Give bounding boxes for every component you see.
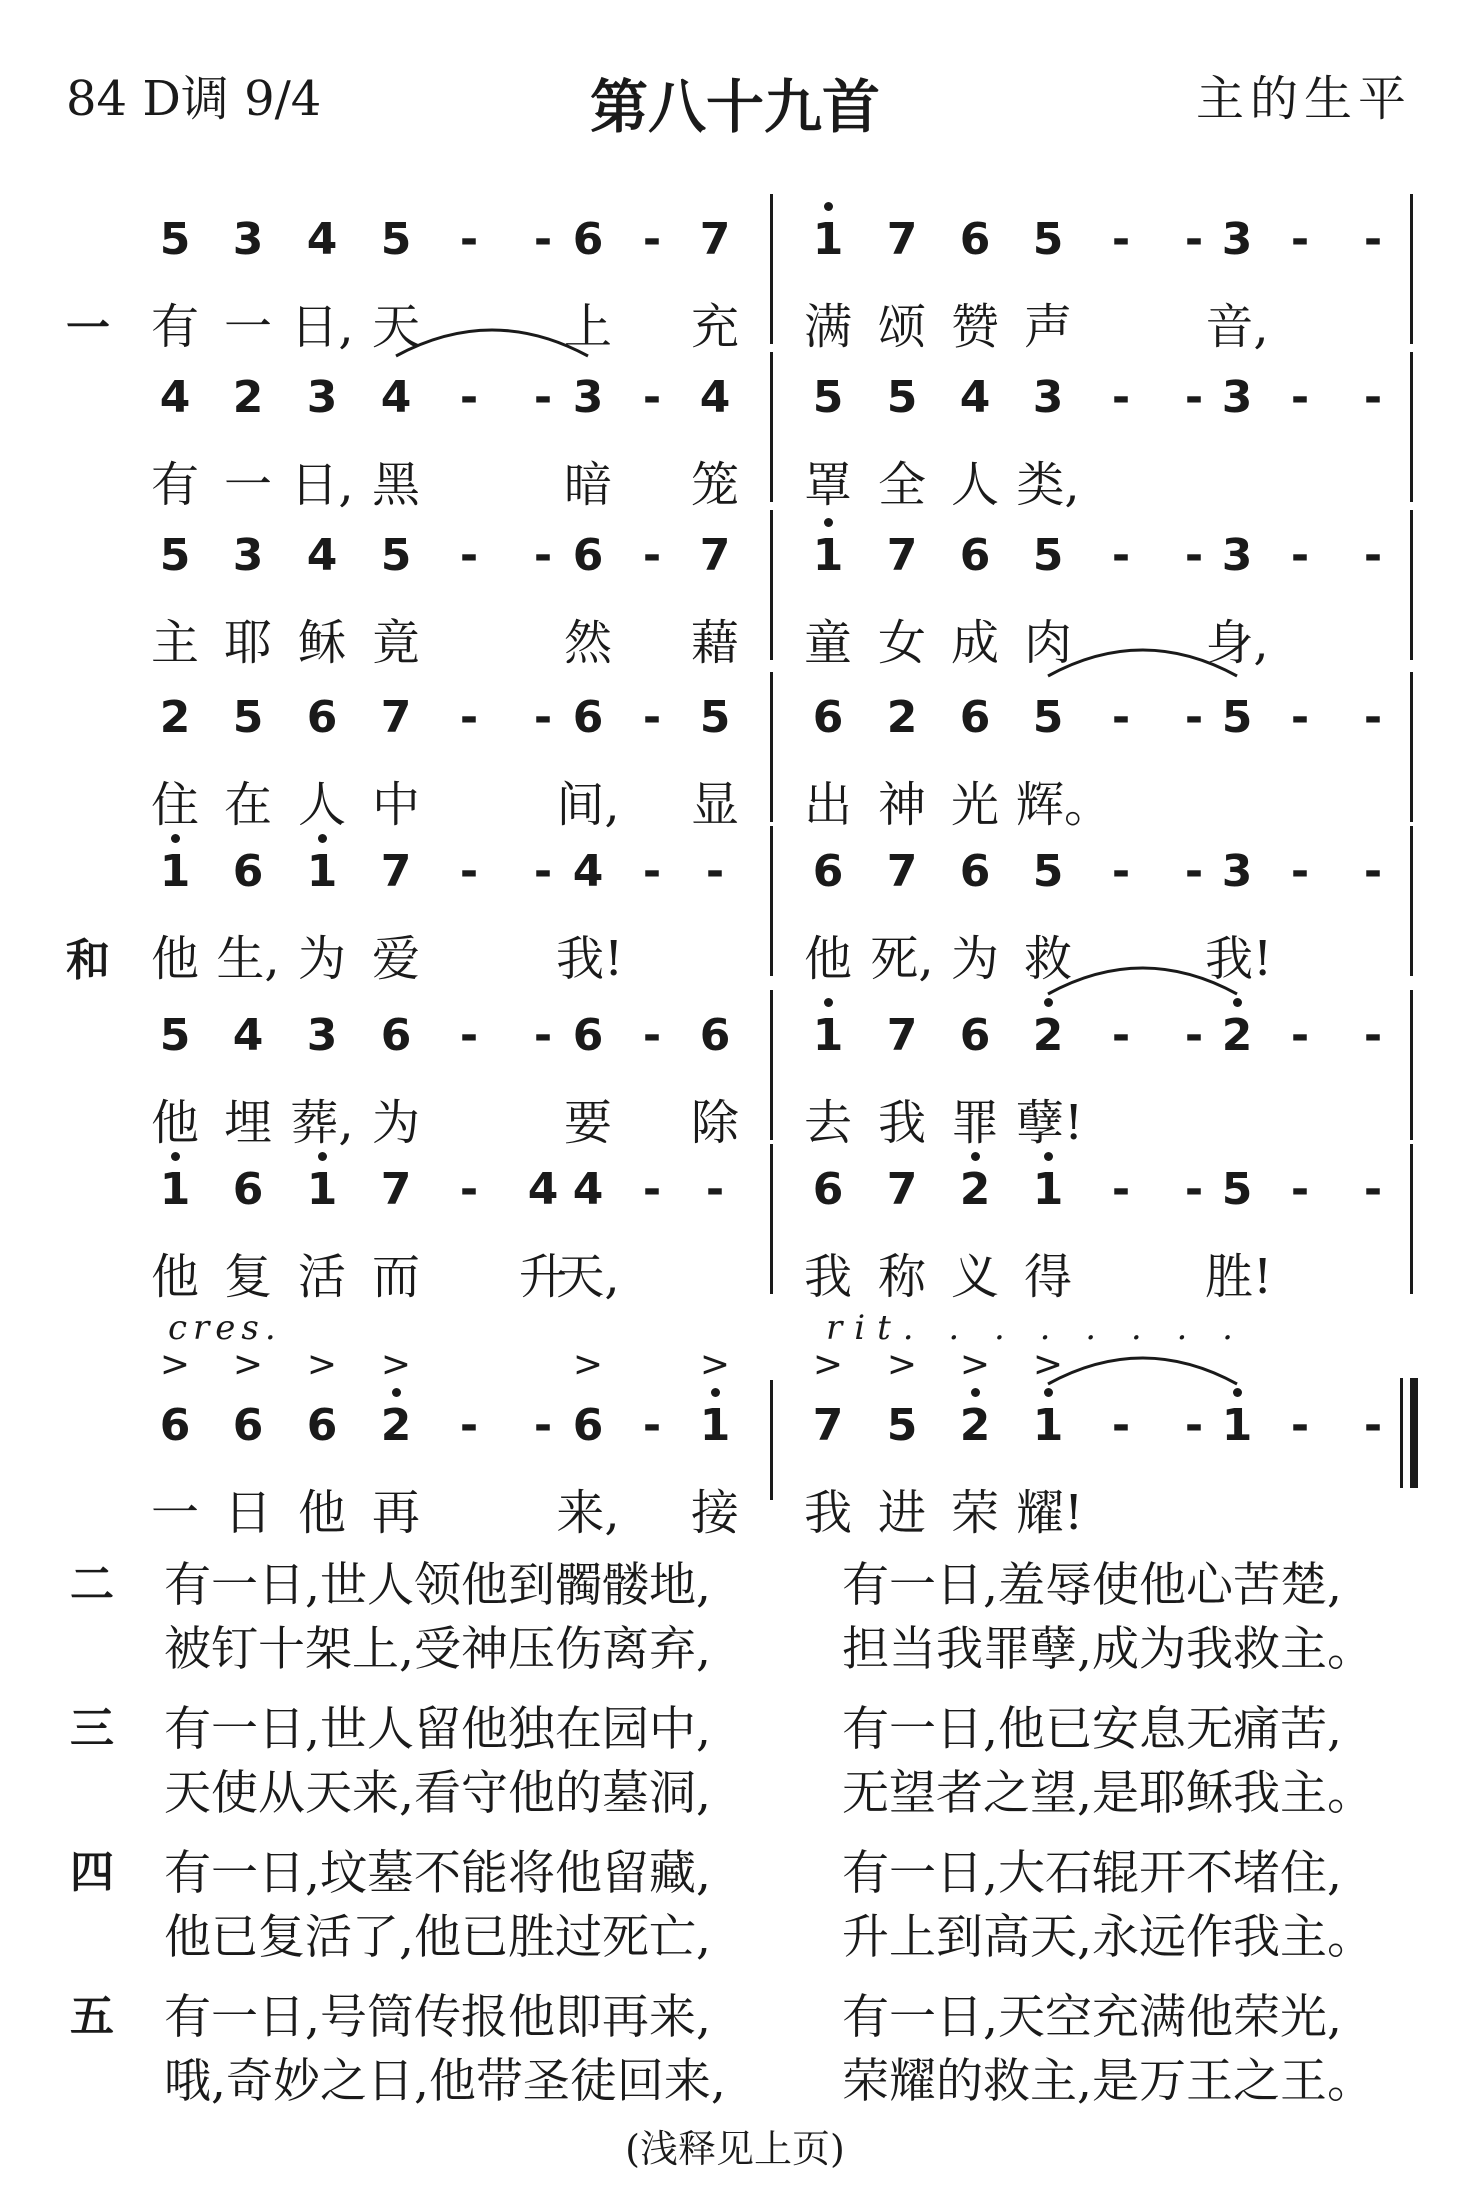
accent-mark: > xyxy=(1032,1344,1064,1385)
lyric-syllable: 孽! xyxy=(1016,1095,1084,1151)
note: 2 xyxy=(159,692,191,743)
accent-mark: > xyxy=(812,1344,844,1385)
lyric-syllable: 接 xyxy=(690,1485,739,1541)
note: - xyxy=(1184,372,1204,423)
note: 3 xyxy=(1221,846,1253,897)
lyric-syllable: 身, xyxy=(1205,615,1269,671)
lyric-syllable: 类, xyxy=(1016,457,1080,513)
lyric-syllable: 他 xyxy=(150,1249,199,1305)
lyric-syllable: 竟 xyxy=(371,615,420,671)
note: - xyxy=(1184,1010,1204,1061)
lyric-syllable: 一 xyxy=(223,457,272,513)
lyric-syllable: 间, xyxy=(556,777,620,833)
note: - xyxy=(642,692,662,743)
lyric-syllable: 中 xyxy=(371,777,420,833)
note: 5 xyxy=(1032,692,1064,743)
note: - xyxy=(533,692,553,743)
accent-mark: > xyxy=(380,1344,412,1385)
lyric-syllable: 活 xyxy=(297,1249,346,1305)
note: 6 xyxy=(572,692,604,743)
note: 1 xyxy=(699,1400,731,1451)
note: 4 xyxy=(306,530,338,581)
lyric-syllable: 爱 xyxy=(371,931,420,987)
note: 4 xyxy=(380,372,412,423)
lyric-syllable: 他 xyxy=(297,1485,346,1541)
lyric-syllable: 天 xyxy=(371,299,420,355)
verse-number: 三 xyxy=(70,1703,114,1754)
lyric-syllable: 黑 xyxy=(371,457,420,513)
lyric-syllable: 要 xyxy=(563,1095,612,1151)
verse-line: 有一日,羞辱使他心苦楚, xyxy=(842,1558,1342,1613)
note: 7 xyxy=(380,692,412,743)
note: - xyxy=(1363,692,1383,743)
note: 6 xyxy=(232,846,264,897)
note: 3 xyxy=(1221,214,1253,265)
lyric-syllable: 除 xyxy=(690,1095,739,1151)
lyric-syllable: 罩 xyxy=(803,457,852,513)
lyric-syllable: 上 xyxy=(563,299,612,355)
lyric-syllable: 显 xyxy=(690,777,739,833)
note: - xyxy=(533,1010,553,1061)
note: - xyxy=(533,530,553,581)
note: - xyxy=(1290,1010,1310,1061)
lyric-syllable: 充 xyxy=(690,299,739,355)
note: - xyxy=(1363,530,1383,581)
lyric-syllable: 为 xyxy=(371,1095,420,1151)
accent-mark: > xyxy=(306,1344,338,1385)
lyric-syllable: 满 xyxy=(803,299,852,355)
note: - xyxy=(1363,1400,1383,1451)
note: 6 xyxy=(572,1400,604,1451)
rit-mark: rit. . . . . . . . xyxy=(826,1308,1245,1348)
note: 3 xyxy=(306,1010,338,1061)
lyric-syllable: 人 xyxy=(950,457,999,513)
note: 1 xyxy=(306,846,338,897)
lyric-syllable: 赞 xyxy=(950,299,999,355)
note: - xyxy=(1184,692,1204,743)
note: 6 xyxy=(959,1010,991,1061)
lyric-syllable: 生, xyxy=(216,931,280,987)
verse-number: 五 xyxy=(70,1991,114,2042)
verse-line: 他已复活了,他已胜过死亡, xyxy=(164,1910,711,1965)
verse-line: 无望者之望,是耶稣我主。 xyxy=(842,1766,1374,1821)
note: 6 xyxy=(572,214,604,265)
note: - xyxy=(1290,846,1310,897)
lyric-syllable: 耶 xyxy=(223,615,272,671)
tie-slur xyxy=(1048,968,1237,994)
note: - xyxy=(1111,214,1131,265)
note: 7 xyxy=(886,1164,918,1215)
lyric-syllable: 日, xyxy=(290,457,354,513)
note: 2 xyxy=(380,1400,412,1451)
note: - xyxy=(1363,214,1383,265)
lyric-syllable: 埋 xyxy=(223,1095,272,1151)
accent-mark: > xyxy=(159,1344,191,1385)
verse-line: 有一日,坟墓不能将他留藏, xyxy=(164,1846,711,1901)
lyric-syllable: 称 xyxy=(877,1249,926,1305)
note: 7 xyxy=(699,214,731,265)
tie-slur xyxy=(1048,650,1237,676)
note: - xyxy=(533,214,553,265)
lyric-syllable: 义 xyxy=(950,1249,999,1305)
lyric-syllable: 然 xyxy=(563,615,612,671)
note: - xyxy=(1363,372,1383,423)
system-label: 一 xyxy=(66,303,110,354)
note: - xyxy=(459,1010,479,1061)
verse-line: 有一日,天空充满他荣光, xyxy=(842,1990,1342,2045)
lyric-syllable: 葬, xyxy=(290,1095,354,1151)
lyric-syllable: 升 xyxy=(518,1249,567,1305)
lyric-syllable: 女 xyxy=(877,615,926,671)
note: - xyxy=(1290,372,1310,423)
lyric-syllable: 我 xyxy=(803,1249,852,1305)
note: - xyxy=(459,692,479,743)
note: 2 xyxy=(1221,1010,1253,1061)
lyric-syllable: 他 xyxy=(150,1095,199,1151)
lyric-syllable: 光 xyxy=(950,777,999,833)
tie-slur xyxy=(396,330,588,356)
note: - xyxy=(1111,846,1131,897)
note: 5 xyxy=(886,1400,918,1451)
note: 6 xyxy=(232,1400,264,1451)
note: 4 xyxy=(306,214,338,265)
lyric-syllable: 我 xyxy=(877,1095,926,1151)
lyric-syllable: 暗 xyxy=(563,457,612,513)
lyric-syllable: 人 xyxy=(297,777,346,833)
note: 4 xyxy=(527,1164,559,1215)
system-label: 和 xyxy=(66,935,110,986)
lyric-syllable: 为 xyxy=(297,931,346,987)
lyric-syllable: 一 xyxy=(223,299,272,355)
note: 4 xyxy=(572,1164,604,1215)
note: 6 xyxy=(232,1164,264,1215)
verse-line: 荣耀的救主,是万王之王。 xyxy=(842,2054,1374,2109)
lyric-syllable: 颂 xyxy=(877,299,926,355)
lyric-syllable: 他 xyxy=(803,931,852,987)
note: 6 xyxy=(572,530,604,581)
lyric-syllable: 有 xyxy=(150,457,199,513)
note: 6 xyxy=(959,692,991,743)
verse-line: 有一日,世人领他到髑髅地, xyxy=(164,1558,711,1613)
accent-mark: > xyxy=(886,1344,918,1385)
note: 5 xyxy=(1032,214,1064,265)
lyric-syllable: 辉。 xyxy=(1016,777,1113,833)
verse-line: 被钉十架上,受神压伤离弃, xyxy=(164,1622,711,1677)
footer-note: (浅释见上页) xyxy=(625,2127,845,2171)
note: 4 xyxy=(699,372,731,423)
note: 2 xyxy=(886,692,918,743)
note: - xyxy=(705,846,725,897)
note: - xyxy=(1111,1400,1131,1451)
lyric-syllable: 死, xyxy=(870,931,934,987)
note: 5 xyxy=(1032,530,1064,581)
note: - xyxy=(642,530,662,581)
note: 3 xyxy=(1032,372,1064,423)
note: 6 xyxy=(159,1400,191,1451)
note: 5 xyxy=(1221,692,1253,743)
note: - xyxy=(1184,1400,1204,1451)
note: 7 xyxy=(886,846,918,897)
lyric-syllable: 为 xyxy=(950,931,999,987)
note: - xyxy=(1290,530,1310,581)
note: - xyxy=(1290,1400,1310,1451)
lyric-syllable: 稣 xyxy=(297,615,346,671)
note: 1 xyxy=(1032,1400,1064,1451)
note: - xyxy=(1184,1164,1204,1215)
lyric-syllable: 主 xyxy=(150,615,199,671)
lyric-syllable: 来, xyxy=(556,1485,620,1541)
lyric-syllable: 而 xyxy=(371,1249,420,1305)
note: 6 xyxy=(699,1010,731,1061)
cres-mark: cres. xyxy=(168,1308,282,1348)
note: 5 xyxy=(812,372,844,423)
note: 1 xyxy=(159,846,191,897)
note: 5 xyxy=(159,530,191,581)
note: 2 xyxy=(959,1164,991,1215)
note: 5 xyxy=(380,530,412,581)
note: 6 xyxy=(959,214,991,265)
note: 2 xyxy=(1032,1010,1064,1061)
note: 5 xyxy=(886,372,918,423)
note: 7 xyxy=(886,214,918,265)
note: - xyxy=(1111,1164,1131,1215)
note: - xyxy=(533,372,553,423)
note: 5 xyxy=(699,692,731,743)
lyric-syllable: 一 xyxy=(150,1485,199,1541)
lyric-syllable: 我 xyxy=(803,1485,852,1541)
verse-line: 升上到高天,永远作我主。 xyxy=(842,1910,1374,1965)
note: 1 xyxy=(1221,1400,1253,1451)
note: 3 xyxy=(232,530,264,581)
note: 1 xyxy=(1032,1164,1064,1215)
note: 7 xyxy=(380,846,412,897)
note: - xyxy=(1111,372,1131,423)
hymn-subject: 主的生平 xyxy=(1195,71,1412,127)
lyric-syllable: 罪 xyxy=(950,1095,999,1151)
note: - xyxy=(533,846,553,897)
note: - xyxy=(459,1400,479,1451)
note: - xyxy=(459,372,479,423)
lyric-syllable: 胜! xyxy=(1205,1249,1273,1305)
note: 7 xyxy=(812,1400,844,1451)
note: 1 xyxy=(812,530,844,581)
lyric-syllable: 肉 xyxy=(1023,615,1072,671)
note: 5 xyxy=(1221,1164,1253,1215)
lyric-syllable: 声 xyxy=(1023,299,1072,355)
note: - xyxy=(705,1164,725,1215)
note: 3 xyxy=(572,372,604,423)
lyric-syllable: 我! xyxy=(1205,931,1273,987)
verse-line: 有一日,号筒传报他即再来, xyxy=(164,1990,711,2045)
verse-line: 哦,奇妙之日,他带圣徒回来, xyxy=(164,2054,726,2109)
note: - xyxy=(459,530,479,581)
note: 3 xyxy=(1221,372,1253,423)
note: 2 xyxy=(959,1400,991,1451)
lyric-syllable: 日 xyxy=(223,1485,272,1541)
lyric-syllable: 他 xyxy=(150,931,199,987)
note: - xyxy=(459,1164,479,1215)
note: - xyxy=(642,846,662,897)
note: 6 xyxy=(812,1164,844,1215)
hymn-title: 第八十九首 xyxy=(589,73,880,141)
note: 4 xyxy=(572,846,604,897)
note: - xyxy=(1363,846,1383,897)
note: - xyxy=(1184,530,1204,581)
note: - xyxy=(642,1400,662,1451)
lyric-syllable: 神 xyxy=(877,777,926,833)
note: 3 xyxy=(1221,530,1253,581)
note: - xyxy=(1290,692,1310,743)
note: 4 xyxy=(959,372,991,423)
note: 7 xyxy=(380,1164,412,1215)
note: 1 xyxy=(812,1010,844,1061)
lyric-syllable: 笼 xyxy=(690,457,739,513)
verse-line: 有一日,世人留他独在园中, xyxy=(164,1702,711,1757)
note: - xyxy=(642,214,662,265)
lyric-syllable: 全 xyxy=(877,457,926,513)
accent-mark: > xyxy=(572,1344,604,1385)
lyric-syllable: 成 xyxy=(950,615,999,671)
note: - xyxy=(1111,1010,1131,1061)
note: - xyxy=(533,1400,553,1451)
note: 6 xyxy=(812,692,844,743)
note: - xyxy=(1184,846,1204,897)
lyric-syllable: 得 xyxy=(1023,1249,1072,1305)
note: - xyxy=(642,1164,662,1215)
lyric-syllable: 进 xyxy=(877,1485,926,1541)
verse-line: 担当我罪孽,成为我救主。 xyxy=(842,1622,1374,1677)
note: 6 xyxy=(812,846,844,897)
note: 4 xyxy=(159,372,191,423)
note: 1 xyxy=(306,1164,338,1215)
note: 1 xyxy=(812,214,844,265)
note: 5 xyxy=(159,214,191,265)
note: - xyxy=(459,846,479,897)
lyric-syllable: 荣 xyxy=(950,1485,999,1541)
note: 3 xyxy=(306,372,338,423)
note: - xyxy=(642,372,662,423)
note: 4 xyxy=(232,1010,264,1061)
note: - xyxy=(459,214,479,265)
note: 6 xyxy=(959,530,991,581)
note: - xyxy=(1363,1164,1383,1215)
lyric-syllable: 藉 xyxy=(690,615,739,671)
note: 6 xyxy=(572,1010,604,1061)
note: 6 xyxy=(959,846,991,897)
note: - xyxy=(1111,530,1131,581)
lyric-syllable: 出 xyxy=(803,777,852,833)
lyric-syllable: 童 xyxy=(803,615,852,671)
note: - xyxy=(1184,214,1204,265)
accent-mark: > xyxy=(699,1344,731,1385)
lyric-syllable: 耀! xyxy=(1016,1485,1084,1541)
verse-line: 有一日,大石辊开不堵住, xyxy=(842,1846,1342,1901)
note: 6 xyxy=(306,1400,338,1451)
lyric-syllable: 音, xyxy=(1205,299,1269,355)
accent-mark: > xyxy=(959,1344,991,1385)
lyric-syllable: 日, xyxy=(290,299,354,355)
tie-slur xyxy=(1048,1358,1237,1384)
lyric-syllable: 再 xyxy=(371,1485,420,1541)
note: 5 xyxy=(159,1010,191,1061)
lyric-syllable: 救 xyxy=(1023,931,1072,987)
note: - xyxy=(642,1010,662,1061)
note: 5 xyxy=(232,692,264,743)
lyric-syllable: 去 xyxy=(803,1095,852,1151)
lyric-syllable: 住 xyxy=(150,777,199,833)
verse-line: 天使从天来,看守他的墓洞, xyxy=(164,1766,711,1821)
hymn-meta: 84 D调 9/4 xyxy=(66,71,322,127)
note: 7 xyxy=(886,530,918,581)
accent-mark: > xyxy=(232,1344,264,1385)
note: - xyxy=(1290,1164,1310,1215)
note: - xyxy=(1363,1010,1383,1061)
note: 5 xyxy=(1032,846,1064,897)
note: 3 xyxy=(232,214,264,265)
note: 7 xyxy=(699,530,731,581)
note: - xyxy=(1111,692,1131,743)
note: - xyxy=(1290,214,1310,265)
note: 2 xyxy=(232,372,264,423)
lyric-syllable: 我! xyxy=(556,931,624,987)
note: 6 xyxy=(380,1010,412,1061)
note: 7 xyxy=(886,1010,918,1061)
lyric-syllable: 天, xyxy=(556,1249,620,1305)
verse-number: 四 xyxy=(70,1847,114,1898)
note: 1 xyxy=(159,1164,191,1215)
verse-line: 有一日,他已安息无痛苦, xyxy=(842,1702,1342,1757)
lyric-syllable: 有 xyxy=(150,299,199,355)
verse-number: 二 xyxy=(70,1559,114,1610)
note: 6 xyxy=(306,692,338,743)
note: 5 xyxy=(380,214,412,265)
lyric-syllable: 复 xyxy=(223,1249,272,1305)
lyric-syllable: 在 xyxy=(223,777,272,833)
